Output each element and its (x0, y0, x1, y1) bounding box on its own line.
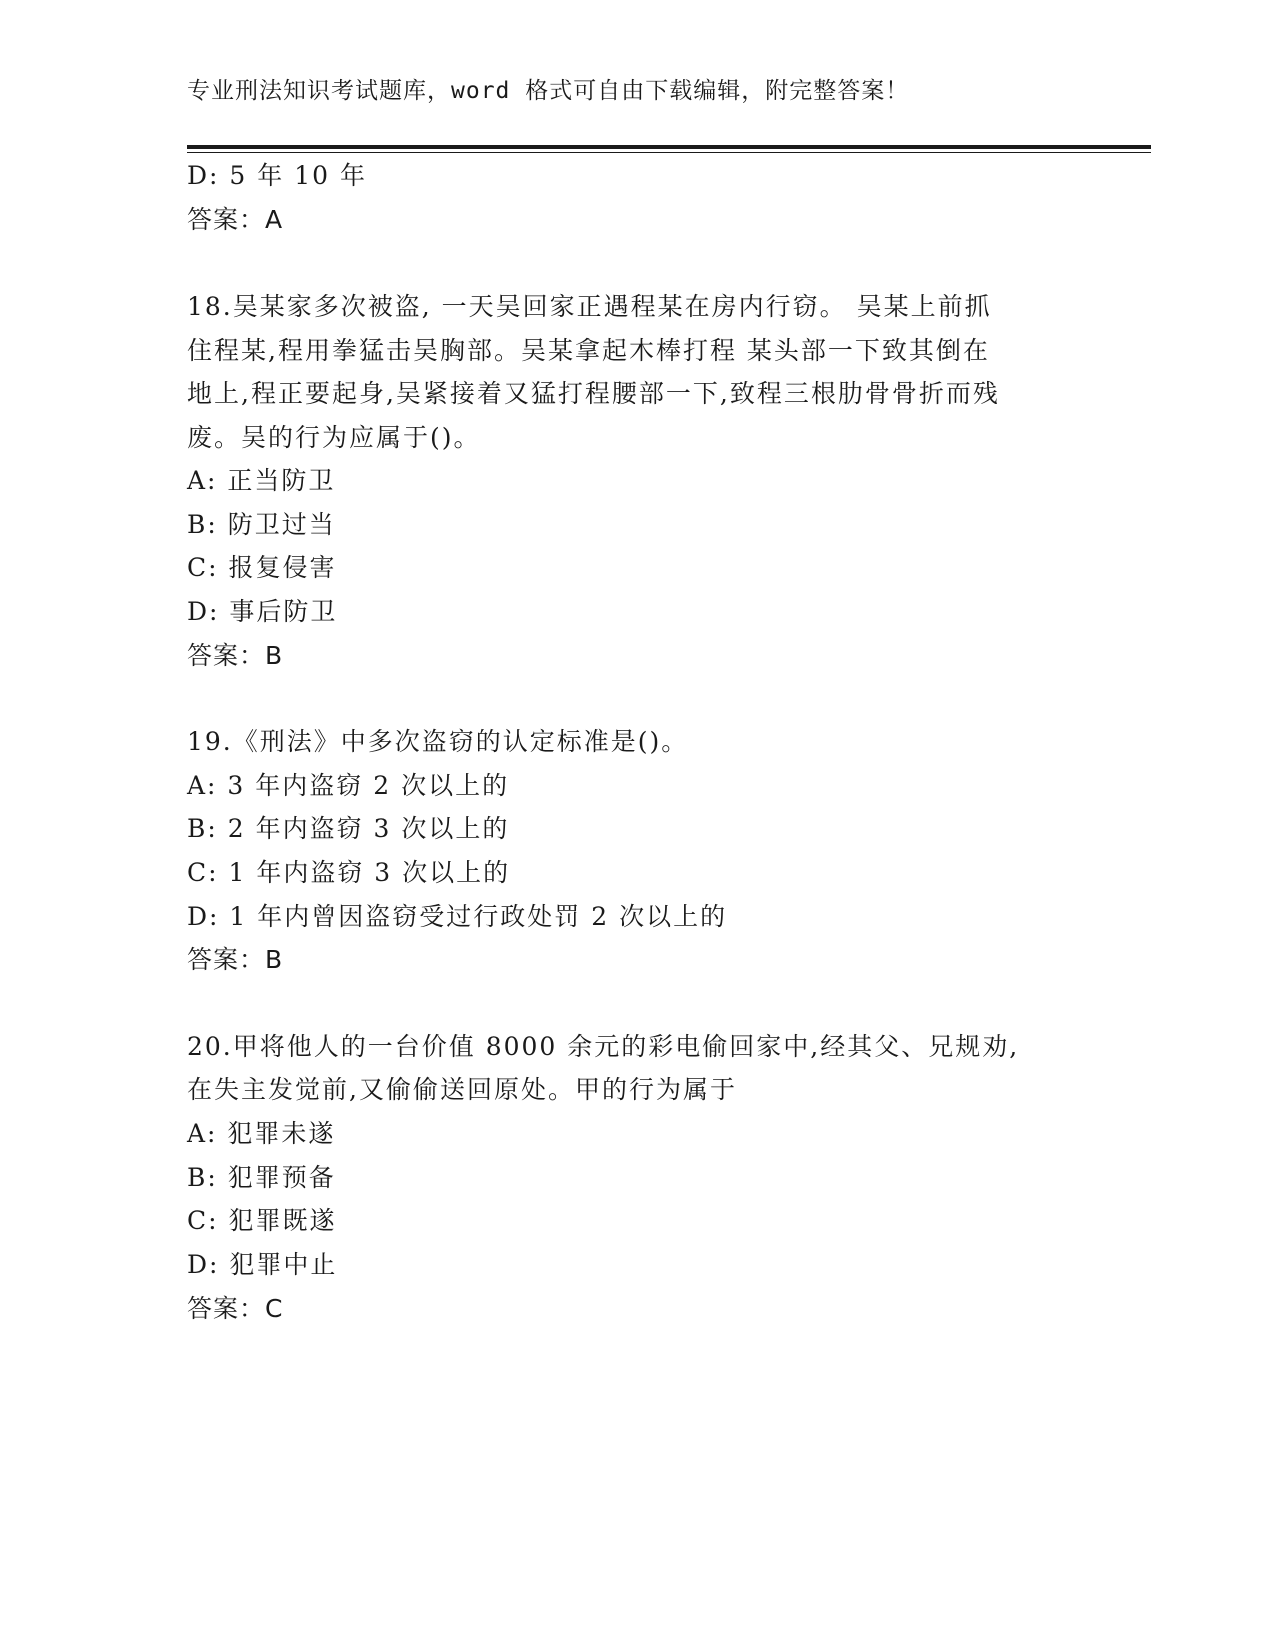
q19-option-c: C: 1 年内盗窃 3 次以上的 (187, 858, 511, 887)
q18-option-b: B: 防卫过当 (187, 510, 336, 539)
q19-stem: 19.《刑法》中多次盗窃的认定标准是()。 (187, 727, 689, 756)
q20-option-c: C: 犯罪既遂 (187, 1206, 337, 1235)
q18-answer: 答案：B (187, 641, 284, 670)
header-rule-thin (187, 152, 1151, 153)
q18-stem-line-1: 18.吴某家多次被盗, 一天吴回家正遇程某在房内行窃。 吴某上前抓 (187, 292, 992, 321)
q20-stem-line-1: 20.甲将他人的一台价值 8000 余元的彩电偷回家中,经其父、兄规劝, (187, 1032, 1020, 1061)
q20-option-b: B: 犯罪预备 (187, 1163, 336, 1192)
q18-stem-line-4: 废。吴的行为应属于()。 (187, 423, 481, 452)
q19-option-b: B: 2 年内盗窃 3 次以上的 (187, 814, 510, 843)
q18-stem-line-2: 住程某,程用拳猛击吴胸部。吴某拿起木棒打程 某头部一下致其倒在 (187, 336, 990, 365)
q19-option-d: D: 1 年内曾因盗窃受过行政处罚 2 次以上的 (187, 902, 728, 931)
q20-answer: 答案：C (187, 1294, 284, 1323)
q18-option-a: A: 正当防卫 (187, 466, 336, 495)
q18-stem-line-3: 地上,程正要起身,吴紧接着又猛打程腰部一下,致程三根肋骨骨折而残 (187, 379, 1000, 408)
q18-option-d: D: 事后防卫 (187, 597, 338, 626)
header-rule-thick (187, 145, 1151, 149)
q18-option-c: C: 报复侵害 (187, 553, 337, 582)
q17-option-d: D: 5 年 10 年 (187, 161, 367, 190)
q20-option-a: A: 犯罪未遂 (187, 1119, 336, 1148)
page-header: 专业刑法知识考试题库，word 格式可自由下载编辑，附完整答案！ (187, 78, 910, 104)
q20-option-d: D: 犯罪中止 (187, 1250, 338, 1279)
q17-answer: 答案：A (187, 205, 284, 234)
q20-stem-line-2: 在失主发觉前,又偷偷送回原处。甲的行为属于 (187, 1075, 737, 1104)
q19-answer: 答案：B (187, 945, 284, 974)
q19-option-a: A: 3 年内盗窃 2 次以上的 (187, 771, 510, 800)
